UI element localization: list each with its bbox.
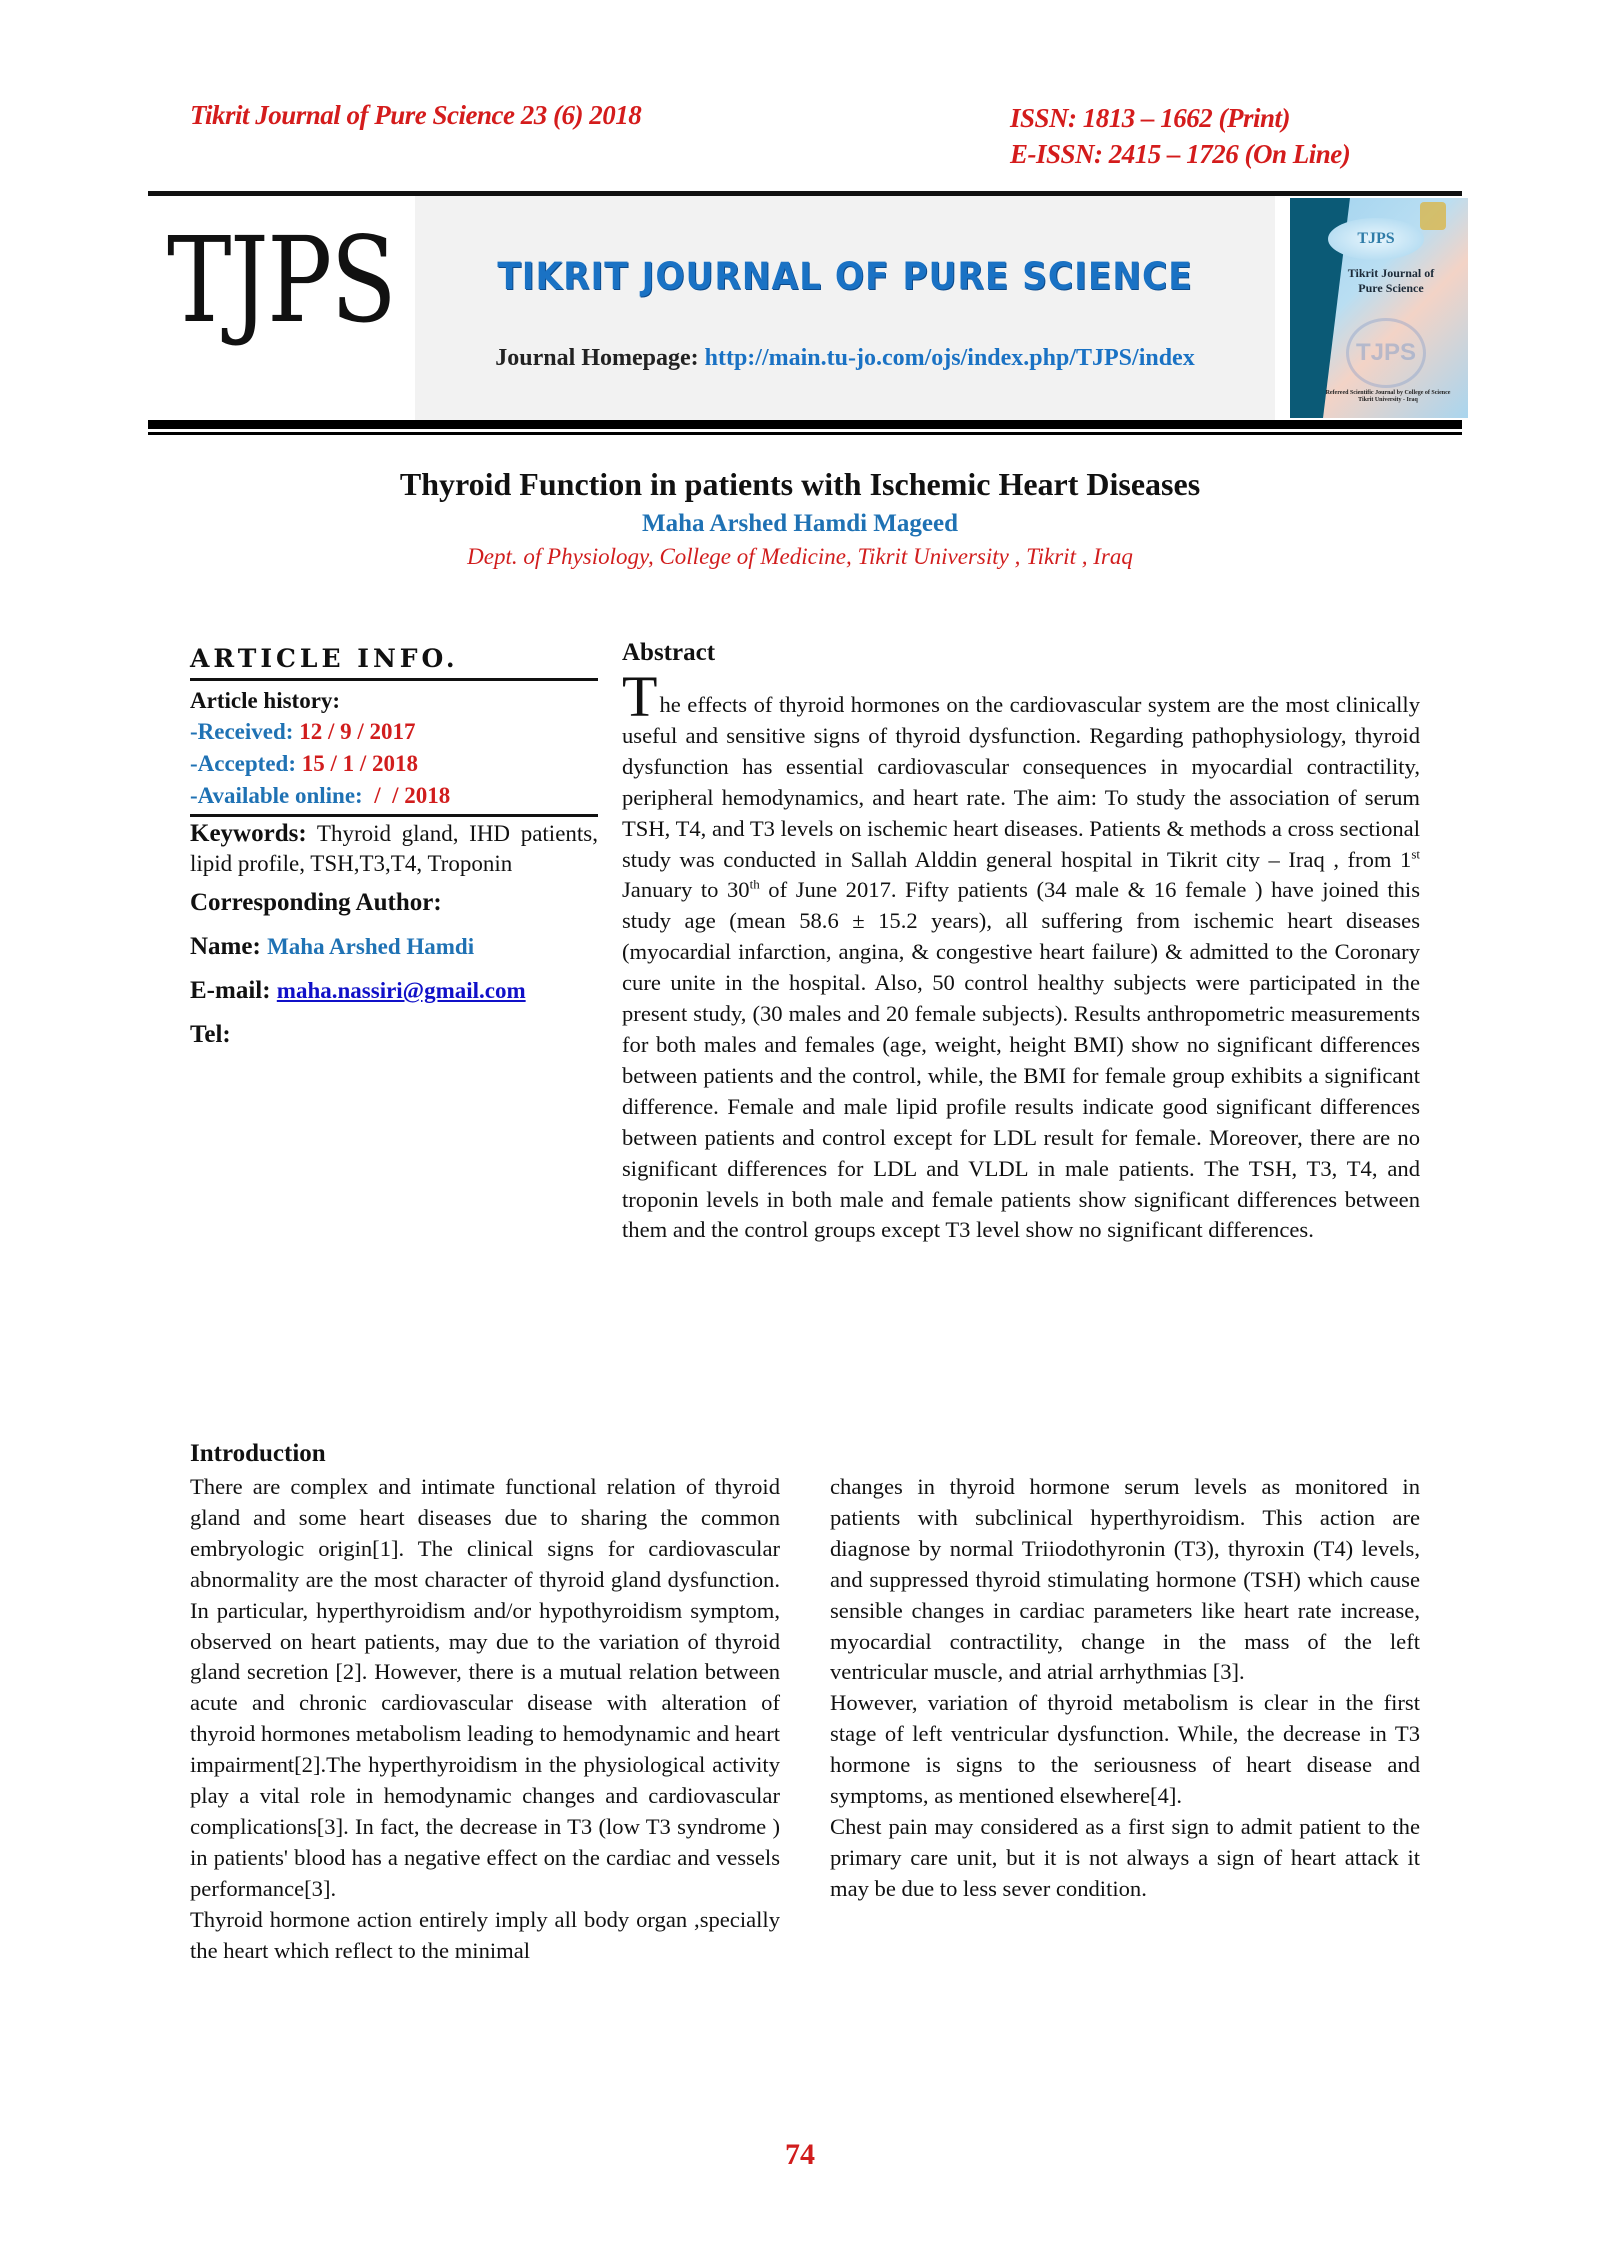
keywords-value: Thyroid gland, IHD patients, lipid profile, TSH,T3,T4, Troponin	[190, 821, 598, 876]
introduction-left-column	[190, 1472, 780, 1967]
paper-affiliation: Dept. of Physiology, College of Medicine, Tikrit University , Tikrit , Iraq	[467, 544, 1133, 569]
journal-cover-image	[1290, 198, 1468, 418]
corresponding-author-label: Corresponding Author:	[190, 889, 442, 916]
article-info-panel	[190, 644, 598, 1051]
author-tel: Tel:	[190, 1021, 231, 1048]
abstract-section	[622, 636, 1420, 1246]
paragraph: Chest pain may considered as a first sign to admit patient to the primary care unit, but it is not always a sign of heart attack it may be due to less sever condition.	[830, 1813, 1420, 1901]
article-history-label: Article history:	[190, 688, 341, 713]
homepage-link[interactable]: http://main.tu-jo.com/ojs/index.php/TJPS/index	[704, 345, 1195, 371]
paper-author: Maha Arshed Hamdi Mageed	[642, 510, 958, 537]
keywords	[190, 819, 598, 879]
running-header-issn	[1010, 100, 1350, 172]
masthead-bottom-rule-thick	[148, 420, 1462, 429]
cover-title: Tikrit Journal of Pure Science	[1347, 266, 1435, 295]
received-date: -Received: 12 / 9 / 2017	[190, 719, 416, 744]
accepted-date: -Accepted: 15 / 1 / 2018	[190, 751, 419, 776]
available-online-date: -Available online: / / 2018	[190, 783, 451, 808]
introduction-heading: Introduction	[190, 1440, 326, 1467]
author-name: Name: Maha Arshed Hamdi	[190, 933, 475, 960]
page-number: 74	[785, 2138, 815, 2171]
paper-title: Thyroid Function in patients with Ischemic Heart Diseases	[399, 466, 1201, 502]
paragraph: changes in thyroid hormone serum levels as monitored in patients with subclinical hyperthyroidism. This action are diagnose by normal Triiodothyronin (T3), thyroxin (T4) levels, and suppressed thyroid stimulating hormone (TSH) which cause sensible changes in cardiac parameters like heart rate increase, myocardial contractility, change in the mass of the left ventricular muscle, and atrial arrhythmias [3].	[830, 1474, 1420, 1685]
email-link[interactable]: maha.nassiri@gmail.com	[276, 978, 526, 1003]
journal-homepage	[415, 345, 1275, 372]
masthead-panel	[415, 196, 1275, 420]
article-info-heading: ARTICLE INFO.	[190, 644, 598, 681]
homepage-label: Journal Homepage:	[495, 345, 699, 371]
info-divider	[190, 814, 598, 817]
abstract-heading: Abstract	[622, 639, 716, 666]
journal-logo-text: TJPS	[166, 211, 396, 349]
paragraph: There are complex and intimate functional relation of thyroid gland and some heart diseases due to sharing the common embryologic origin[1]. The clinical signs for cardiovascular abnormality are the most character of thyroid gland dysfunction. In particular, hyperthyroidism and/or hypothyroidism symptom, observed on heart patients, may due to the variation of thyroid gland secretion [2]. However, there is a mutual relation between acute and chronic cardiovascular disease with alteration of thyroid hormones metabolism leading to hemodynamic and heart impairment[2].The hyperthyroidism in the physiological activity play a vital role in hemodynamic changes and cardiovascular complications[3]. In fact, the decrease in T3 (low T3 syndrome ) in patients' blood has a negative effect on the cardiac and vessels performance[3].	[190, 1474, 780, 1901]
cover-watermark: TJPS	[1346, 318, 1426, 388]
introduction-right-column	[830, 1472, 1420, 1905]
paragraph: Thyroid hormone action entirely imply all body organ ,specially the heart which reflect to the minimal	[190, 1906, 780, 1963]
masthead-bottom-rule-thin	[148, 432, 1462, 435]
issn-print: ISSN: 1813 – 1662 (Print)	[1010, 103, 1291, 133]
issn-online: E-ISSN: 2415 – 1726 (On Line)	[1010, 139, 1351, 169]
paragraph: However, variation of thyroid metabolism is clear in the first stage of left ventricular dysfunction. While, the decrease in T3 hormone is signs to the seriousness of heart disease and symptoms, as mentioned elsewhere[4].	[830, 1690, 1420, 1809]
running-header-journal: Tikrit Journal of Pure Science 23 (6) 2018	[190, 100, 642, 130]
cover-footer: Refereed Scientific Journal by College of Science Tikrit University - Iraq	[1325, 390, 1451, 403]
abstract-body: The effects of thyroid hormones on the cardiovascular system are the most clinically useful and sensitive signs of thyroid dysfunction. Regarding pathophysiology, thyroid dysfunction has essential cardiovascular consequences in myocardial contractility, peripheral hemodynamics, and heart rate. The aim: To study the association of serum TSH, T4, and T3 levels on ischemic heart diseases. Patients & methods a cross sectional study was conducted in Sallah Alddin general hospital in Tikrit city – Iraq , from 1st January to 30th of June 2017. Fifty patients (34 male & 16 female ) have joined this study age (mean 58.6 ± 15.2 years), all suffering from ischemic heart diseases (myocardial infarction, angina, & congestive heart failure) & admitted to the Coronary cure unite in the hospital. Also, 50 control healthy subjects were participated in the present study, (30 males and 20 female subjects). Results anthropometric measurements for both males and females (age, weight, height BMI) show no significant differences between patients and the control, while, the BMI for female group exhibits a significant difference. Female and male lipid profile results indicate good significant differences between patients and control except for LDL result for female. Moreover, there are no significant differences for LDL and VLDL in male patients. The TSH, T3, T4, and troponin levels in both male and female patients show significant differences between them and the control groups except T3 level show no significant differences.	[622, 664, 1421, 1243]
drop-cap: T	[622, 664, 658, 729]
keywords-label: Keywords:	[190, 820, 307, 847]
university-emblem-icon	[1420, 202, 1446, 230]
journal-name: TIKRIT JOURNAL OF PURE SCIENCE	[497, 255, 1193, 298]
journal-logo	[150, 200, 412, 420]
cover-badge: TJPS	[1328, 218, 1424, 260]
author-email: E-mail: maha.nassiri@gmail.com	[190, 977, 526, 1004]
